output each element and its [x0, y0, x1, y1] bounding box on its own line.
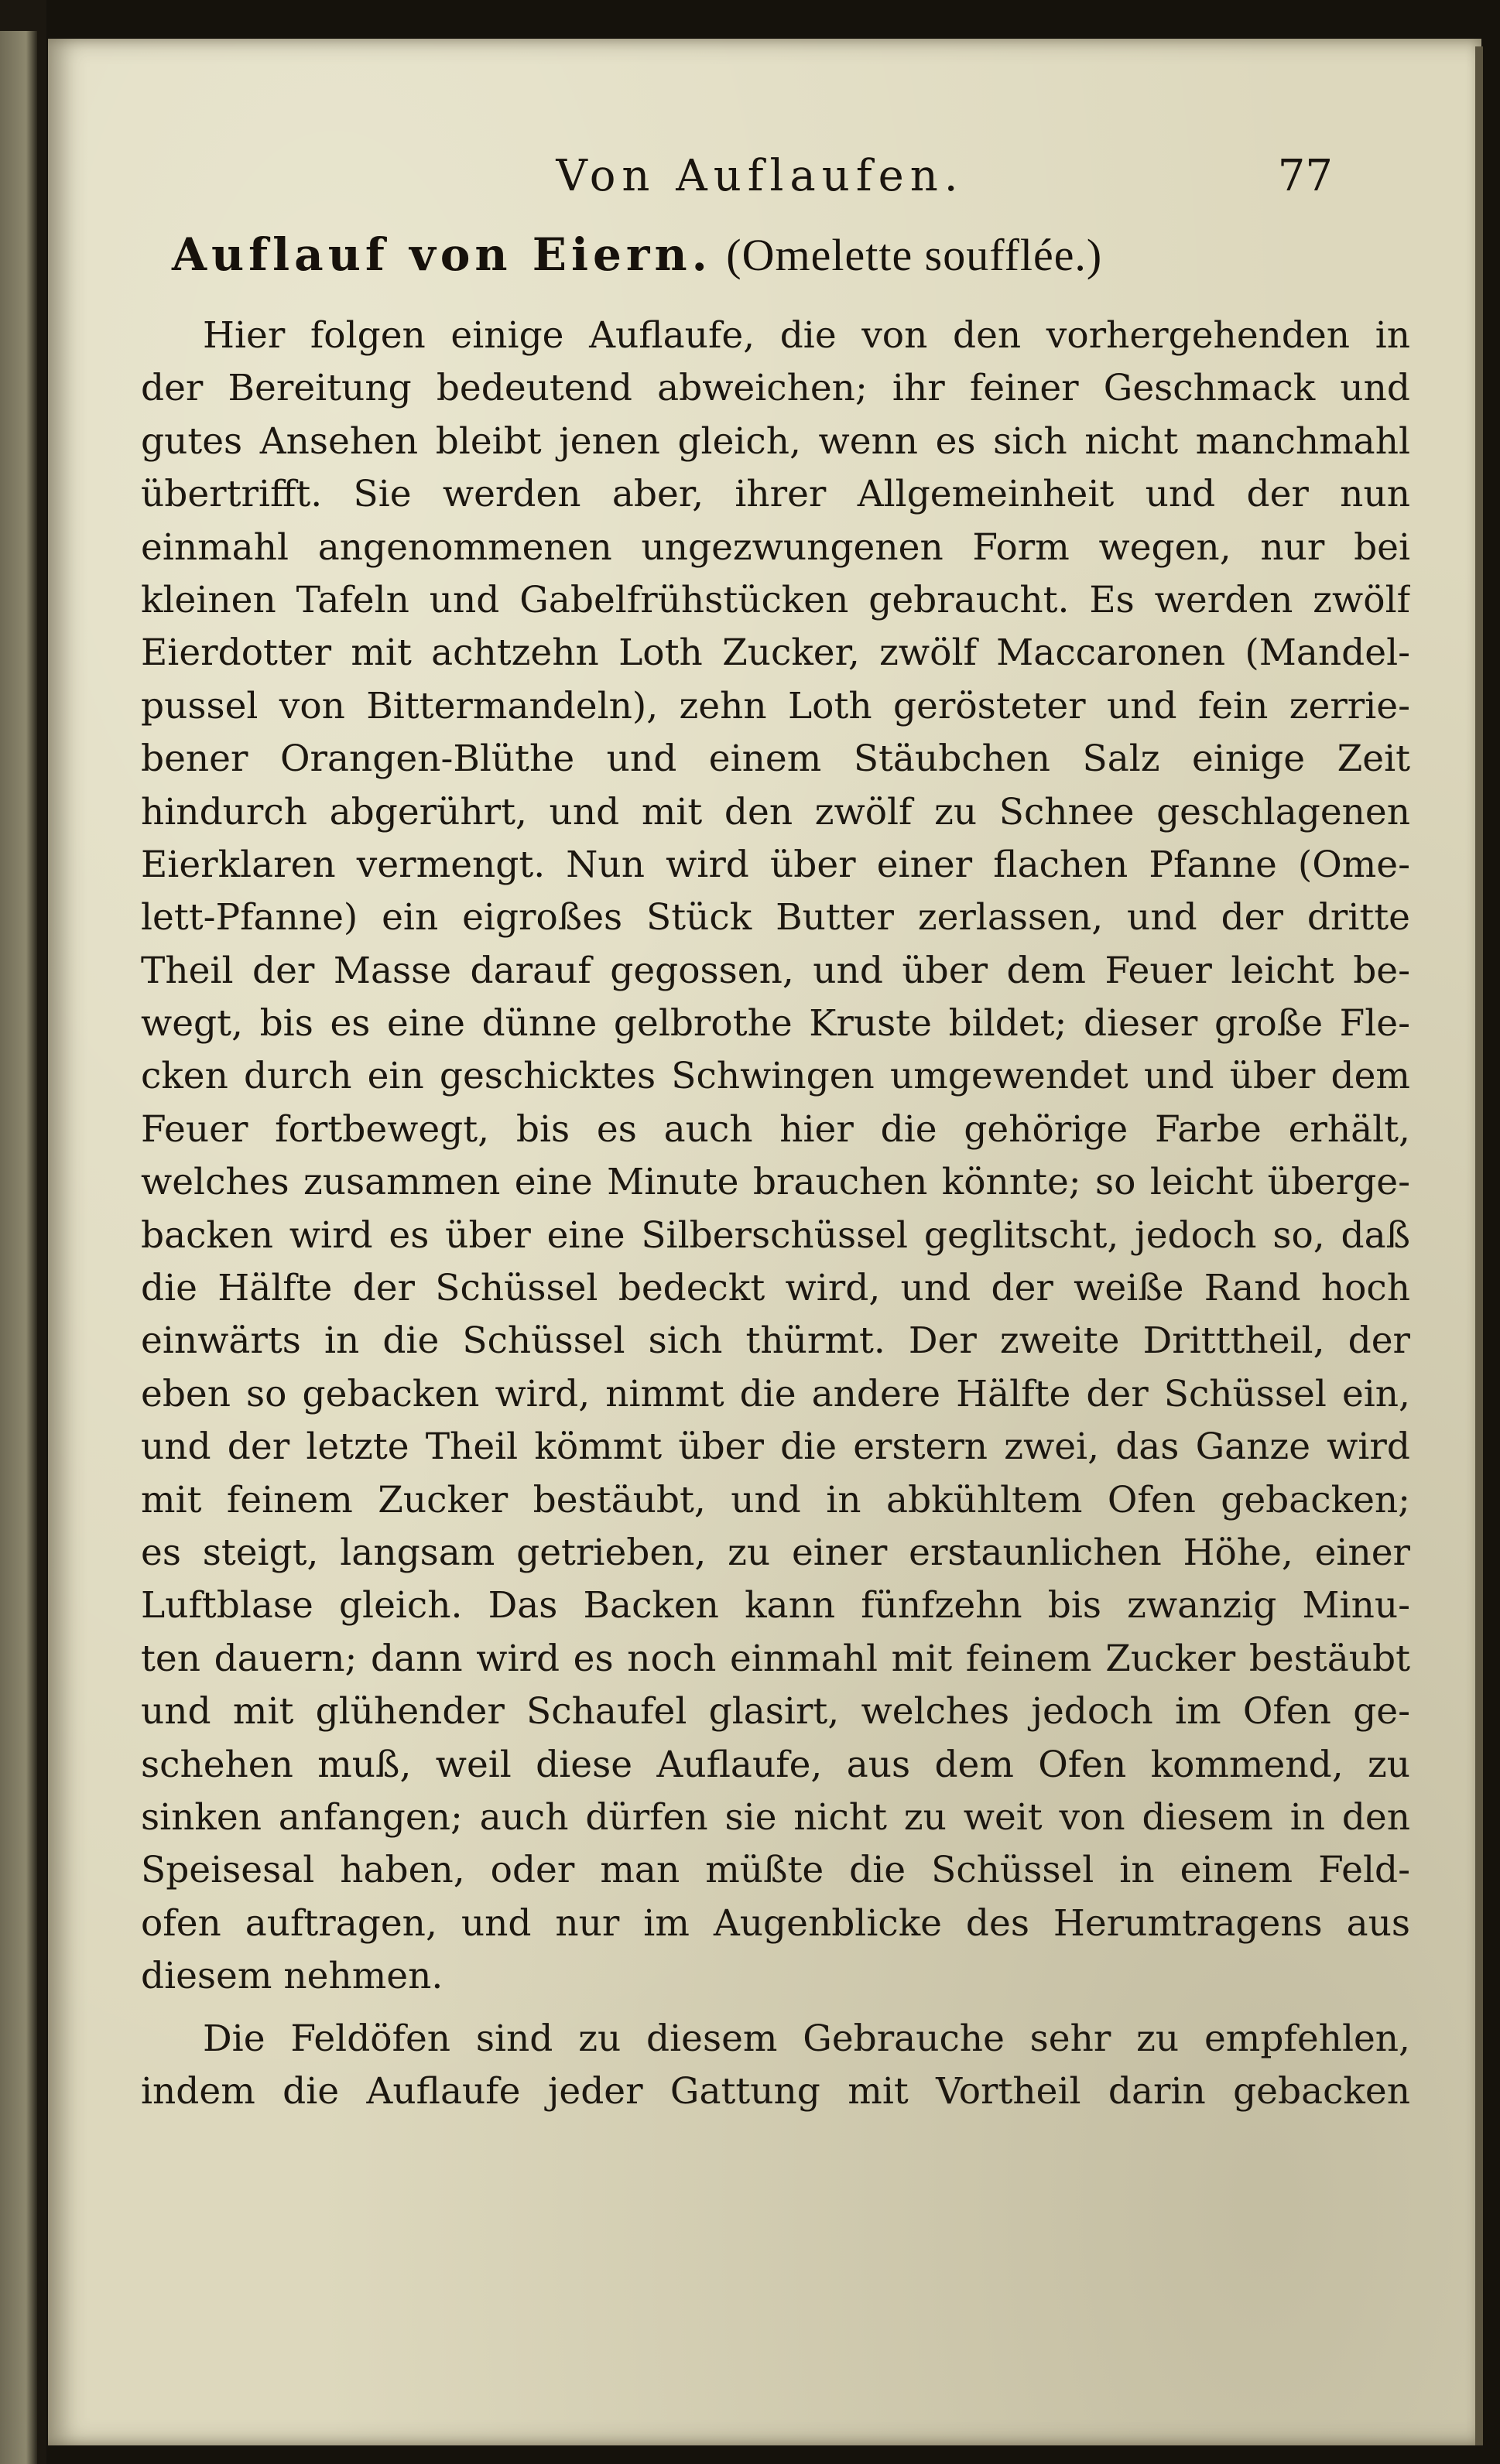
book-page — [48, 39, 1481, 2445]
text-line: Eierklaren vermengt. Nun wird über einer flachen Pfanne (Ome- — [141, 843, 1410, 886]
text-line: backen wird es über eine Silberschüssel geglitscht, jedoch so, daß — [141, 1213, 1410, 1257]
text-line: mit feinem Zucker bestäubt, und in abkühltem Ofen gebacken; — [141, 1478, 1410, 1521]
text-line: gutes Ansehen bleibt jenen gleich, wenn es sich nicht manchmahl — [141, 419, 1410, 463]
text-line: welches zusammen eine Minute brauchen könnte; so leicht überge- — [141, 1161, 1410, 1204]
text-line: indem die Auflaufe jeder Gattung mit Vortheil darin gebacken — [141, 2069, 1410, 2113]
text-line: übertrifft. Sie werden aber, ihrer Allgemeinheit und der nun — [141, 473, 1410, 516]
body-text — [141, 310, 1410, 2118]
text-line: schehen muß, weil diese Auflaufe, aus dem Ofen kommend, zu — [141, 1743, 1410, 1786]
text-line: lett-Pfanne) ein eigroßes Stück Butter zerlassen, und der dritte — [141, 896, 1410, 939]
text-line: sinken anfangen; auch dürfen sie nicht zu weit von diesem in den — [141, 1795, 1410, 1839]
text-line: einwärts in die Schüssel sich thürmt. Der zweite Dritttheil, der — [141, 1319, 1410, 1363]
text-line: eben so gebacken wird, nimmt die andere Hälfte der Schüssel ein, — [141, 1372, 1410, 1415]
text-line: es steigt, langsam getrieben, zu einer erstaunlichen Höhe, einer — [141, 1531, 1410, 1574]
text-line: Feuer fortbewegt, bis es auch hier die gehörige Farbe erhält, — [141, 1107, 1410, 1151]
text-line: kleinen Tafeln und Gabelfrühstücken gebraucht. Es werden zwölf — [141, 578, 1410, 621]
text-line: Die Feldöfen sind zu diesem Gebrauche sehr zu empfehlen, — [203, 2017, 1410, 2060]
text-line: hindurch abgerührt, und mit den zwölf zu Schnee geschlagenen — [141, 790, 1410, 833]
text-line: die Hälfte der Schüssel bedeckt wird, und der weiße Rand hoch — [141, 1267, 1410, 1310]
text-line: Theil der Masse darauf gegossen, und über dem Feuer leicht be- — [141, 949, 1410, 992]
text-line: der Bereitung bedeutend abweichen; ihr feiner Geschmack und — [141, 367, 1410, 410]
section-title — [172, 228, 1441, 281]
paragraph-1 — [141, 310, 1410, 2004]
text-line: einmahl angenommenen ungezwungenen Form wegen, nur bei — [141, 525, 1410, 569]
page-number: 77 — [1277, 151, 1333, 201]
running-head: Von Auflaufen. — [556, 151, 964, 201]
section-title-subtitle: (Omelette soufflée.) — [726, 230, 1103, 280]
text-line: diesem nehmen. — [141, 1955, 443, 1998]
paragraph-2 — [141, 2013, 1410, 2119]
text-line: und mit glühender Schaufel glasirt, welches jedoch im Ofen ge- — [141, 1690, 1410, 1733]
section-title-main: Auflauf von Eiern. — [172, 228, 712, 281]
text-line: ofen auftragen, und nur im Augenblicke des Herumtragens aus — [141, 1901, 1410, 1945]
text-line: wegt, bis es eine dünne gelbrothe Kruste bildet; dieser große Fle- — [141, 1002, 1410, 1045]
page-header — [48, 151, 1481, 213]
text-line: ten dauern; dann wird es noch einmahl mit feinem Zucker bestäubt — [141, 1637, 1410, 1680]
text-line: cken durch ein geschicktes Schwingen umgewendet und über dem — [141, 1055, 1410, 1098]
text-line: pussel von Bittermandeln), zehn Loth gerösteter und fein zerrie- — [141, 684, 1410, 727]
right-page-edge — [1475, 46, 1483, 2445]
text-line: Speisesal haben, oder man müßte die Schüssel in einem Feld- — [141, 1849, 1410, 1892]
text-line: Eierdotter mit achtzehn Loth Zucker, zwölf Maccaronen (Mandel- — [141, 631, 1410, 675]
text-line: Hier folgen einige Auflaufe, die von den vorhergehenden in — [203, 314, 1410, 357]
text-line: und der letzte Theil kömmt über die erstern zwei, das Ganze wird — [141, 1425, 1410, 1469]
left-page-edge — [0, 31, 37, 2464]
text-line: bener Orangen-Blüthe und einem Stäubchen Salz einige Zeit — [141, 737, 1410, 781]
text-line: Luftblase gleich. Das Backen kann fünfzehn bis zwanzig Minu- — [141, 1584, 1410, 1627]
